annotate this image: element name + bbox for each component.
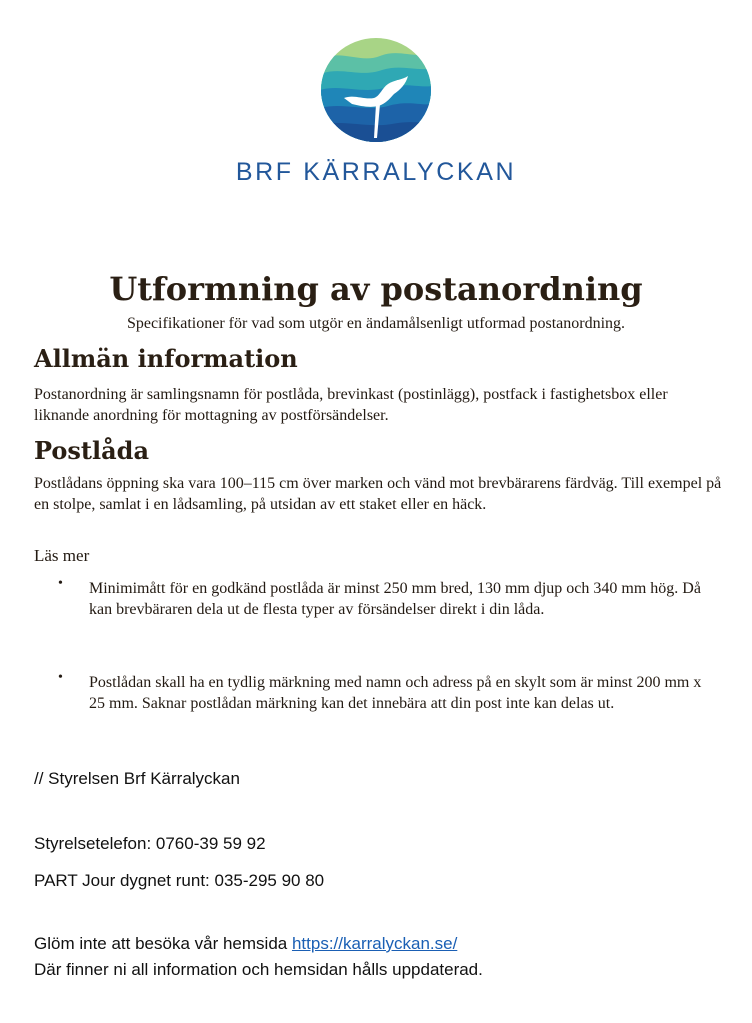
brf-logo-icon [320, 38, 432, 142]
page-subtitle: Specifikationer för vad som utgör en ändamålsenligt utformad postanordning. [126, 315, 626, 332]
list-item: Postlådan skall ha en tydlig märkning med namn och adress på en skylt som är minst 200 mm x 25 mm. Saknar postlådan märkning kan det innebära att din post inte kan delas ut. [89, 674, 702, 712]
logo [0, 38, 752, 142]
brand-name: BRF KÄRRALYCKAN [235, 158, 517, 186]
website-note: Där finner ni all information och hemsidan hålls uppdaterad. [34, 960, 483, 979]
signature: // Styrelsen Brf Kärralyckan [34, 769, 240, 788]
part-phone: PART Jour dygnet runt: 035-295 90 80 [34, 871, 325, 890]
bullet-icon: • [58, 670, 63, 685]
read-more: Läs mer [34, 546, 90, 565]
website-line [34, 934, 457, 954]
general-heading: Allmän information [34, 344, 298, 373]
website-link[interactable]: https://karralyckan.se/ [291, 934, 458, 953]
mailbox-body: Postlådans öppning ska vara 100–115 cm över marken och vänd mot brevbärarens färdväg. Till exempel på en stolpe, samlat i en lådsamling, på utsidan av ett staket eller en häck. [34, 475, 722, 513]
list-item: Minimimått för en godkänd postlåda är minst 250 mm bred, 130 mm djup och 340 mm hög. Då kan brevbäraren dela ut de flesta typer av försändelser direkt i din låda. [89, 580, 701, 618]
general-body: Postanordning är samlingsnamn för postlåda, brevinkast (postinlägg), postfack i fastighetsbox eller liknande anordning för mottagning av postförsändelser. [34, 386, 668, 424]
website-prefix: Glöm inte att besöka vår hemsida [34, 934, 292, 953]
page-title: Utformning av postanordning [109, 270, 643, 308]
bullet-icon: • [58, 576, 63, 591]
mailbox-heading: Postlåda [34, 436, 150, 465]
board-phone: Styrelsetelefon: 0760-39 59 92 [34, 834, 266, 853]
